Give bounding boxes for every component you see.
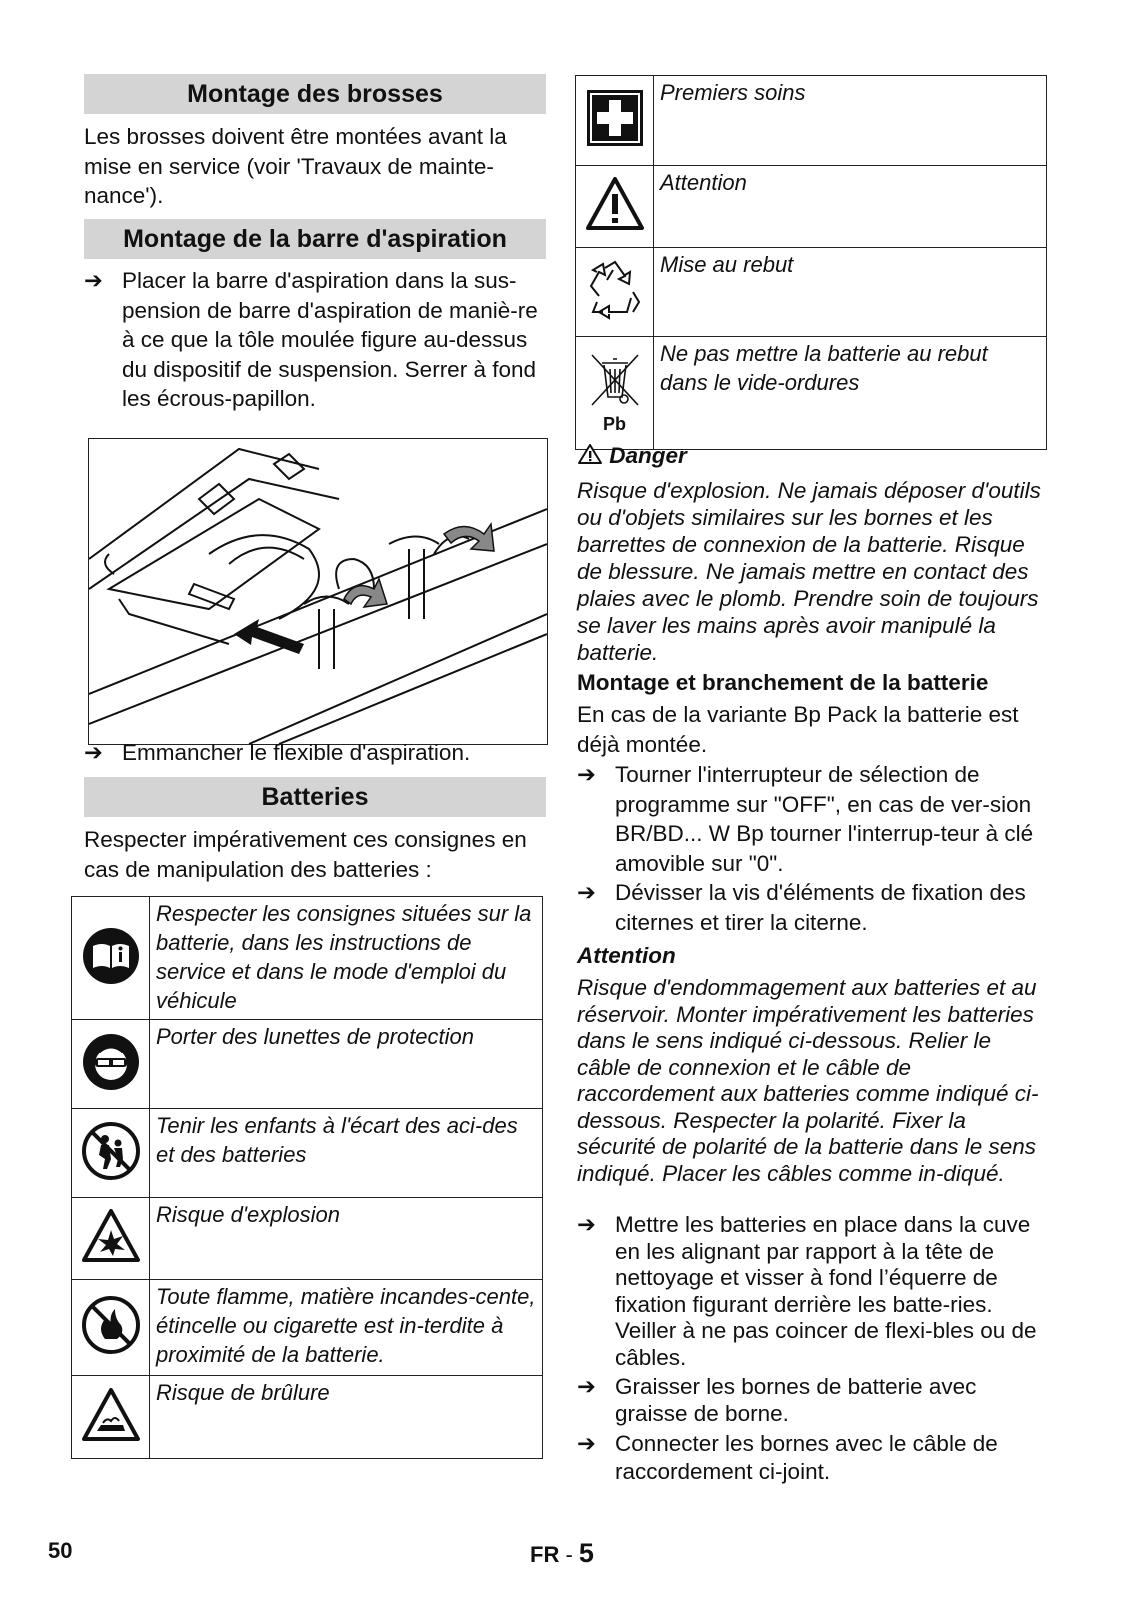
table-cell-text: Tenir les enfants à l'écart des aci-des et des batteries: [150, 1109, 543, 1198]
crossed-bin-icon: [582, 351, 648, 415]
paragraph-brosses: Les brosses doivent être montées avant la mise en service (voir 'Travaux de mainte-nance').: [84, 124, 507, 208]
section-dash: -: [565, 1542, 573, 1567]
arrow-icon: ➔: [577, 880, 596, 905]
paragraph-bp-pack: En cas de la variante Bp Pack la batterie est déjà montée.: [577, 702, 1019, 757]
table-row: [576, 248, 1047, 337]
bullet-mettre-batteries: [577, 1212, 1047, 1371]
bullet-interrupteur: [577, 760, 1047, 878]
read-manual-icon: [72, 897, 150, 1020]
arrow-icon: ➔: [577, 1374, 596, 1399]
bullet-text: Connecter les bornes avec le câble de raccordement ci-joint.: [615, 1431, 998, 1484]
eye-protection-icon: [72, 1020, 150, 1109]
danger-heading: [577, 443, 1047, 469]
table-row: [72, 1109, 543, 1198]
table-cell-text: Risque d'explosion: [150, 1198, 543, 1280]
keep-children-away-icon: [72, 1109, 150, 1198]
danger-title: Danger: [609, 443, 687, 468]
danger-text: Risque d'explosion. Ne jamais déposer d'outils ou d'objets similaires sur les bornes et les barrettes de connexion de la batterie. Risque de blessure. Ne jamais mettre en contact des plaies avec le plomb. Prendre soin de toujours se laver les mains après avoir manipulé la batterie.: [577, 478, 1041, 665]
warning-triangle-icon: [576, 166, 654, 248]
arrow-icon: ➔: [577, 1212, 596, 1237]
heading-batteries: Batteries: [84, 777, 546, 817]
pb-label: Pb: [602, 414, 626, 434]
warning-triangle-icon: [577, 443, 603, 465]
bullet-text: Emmancher le flexible d'aspiration.: [122, 740, 471, 765]
figure-squeegee-mount: [88, 438, 548, 745]
paragraph-batteries: Respecter impérativement ces consignes en cas de manipulation des batteries :: [84, 827, 527, 882]
arrow-icon: ➔: [577, 762, 596, 787]
section-marker: [530, 1538, 594, 1569]
bullet-text: Placer la barre d'aspiration dans la sus-pension de barre d'aspiration de maniè-re à ce que la tôle moulée figure au-dessus du dispositif de suspension. Serrer à fond les écrous-papillon.: [122, 268, 538, 411]
arrow-icon: ➔: [577, 1431, 596, 1456]
bullet-placer-barre: [84, 266, 546, 414]
arrow-icon: ➔: [84, 740, 103, 765]
table-cell-text: Mise au rebut: [654, 248, 1047, 337]
no-flame-icon: [72, 1280, 150, 1376]
battery-symbols-table: [71, 896, 543, 1459]
sub-page-number: 5: [578, 1538, 594, 1568]
table-row: [72, 897, 543, 1020]
table-cell-text: Premiers soins: [654, 76, 1047, 166]
disposal-symbols-table: [575, 75, 1047, 450]
squeegee-illustration: [89, 439, 547, 744]
table-row: [576, 166, 1047, 248]
section-code: FR: [530, 1542, 560, 1567]
arrow-icon: ➔: [84, 268, 103, 293]
attention-text: Risque d'endommagement aux batteries et au réservoir. Monter impérativement les batteries dans le sens indiqué ci-dessous. Relier le câble de connexion et le câble de raccordement aux batteries comme indiqué ci-dessous. Respecter la polarité. Fixer la sécurité de polarité de la batterie dans le sens indiqué. Placer les câbles comme in-diqué.: [577, 975, 1039, 1186]
explosion-warning-icon: [72, 1198, 150, 1280]
bullet-text: Graisser les bornes de batterie avec graisse de borne.: [615, 1374, 977, 1426]
table-cell-text: Risque de brûlure: [150, 1376, 543, 1459]
table-row: [72, 1020, 543, 1109]
bullet-emmancher: [84, 738, 546, 768]
table-cell-text: Ne pas mettre la batterie au rebut dans le vide-ordures: [654, 337, 1047, 450]
heading-barre-aspiration: Montage de la barre d'aspiration: [84, 219, 546, 259]
table-row: [72, 1376, 543, 1459]
bullet-text: Tourner l'interrupteur de sélection de programme sur "OFF", en cas de ver-sion BR/BD... W Bp tourner l'interrup-teur à clé amovible sur "0".: [615, 762, 1034, 876]
bullet-graisser: [577, 1373, 1047, 1427]
first-aid-icon: [576, 76, 654, 166]
table-cell-text: Attention: [654, 166, 1047, 248]
bullet-text: Mettre les batteries en place dans la cuve en les alignant par rapport à la tête de nettoyage et visser à fond l’équerre de fixation figurant derrière les batte-ries. Veiller à ne pas coincer de flexi-bles ou de câbles.: [615, 1212, 1037, 1370]
bullet-connecter: [577, 1430, 1047, 1486]
table-cell-text: Porter des lunettes de protection: [150, 1020, 543, 1109]
table-row: [72, 1198, 543, 1280]
no-bin-icon: [576, 337, 654, 450]
bullet-text: Dévisser la vis d'éléments de fixation des citernes et tirer la citerne.: [615, 880, 1026, 935]
table-row: [576, 76, 1047, 166]
page-number: 50: [48, 1538, 73, 1563]
heading-montage-batterie: Montage et branchement de la batterie: [577, 670, 989, 695]
table-row: [72, 1280, 543, 1376]
recycle-icon: [576, 248, 654, 337]
bullet-devisser: [577, 878, 1047, 937]
attention-heading: Attention: [577, 943, 676, 968]
table-cell-text: Respecter les consignes situées sur la batterie, dans les instructions de service et dans le mode d'emploi du véhicule: [150, 897, 543, 1020]
table-cell-text: Toute flamme, matière incandes-cente, étincelle ou cigarette est in-terdite à proximité de la batterie.: [150, 1280, 543, 1376]
heading-montage-brosses: Montage des brosses: [84, 74, 546, 114]
table-row: [576, 337, 1047, 450]
burn-warning-icon: [72, 1376, 150, 1459]
